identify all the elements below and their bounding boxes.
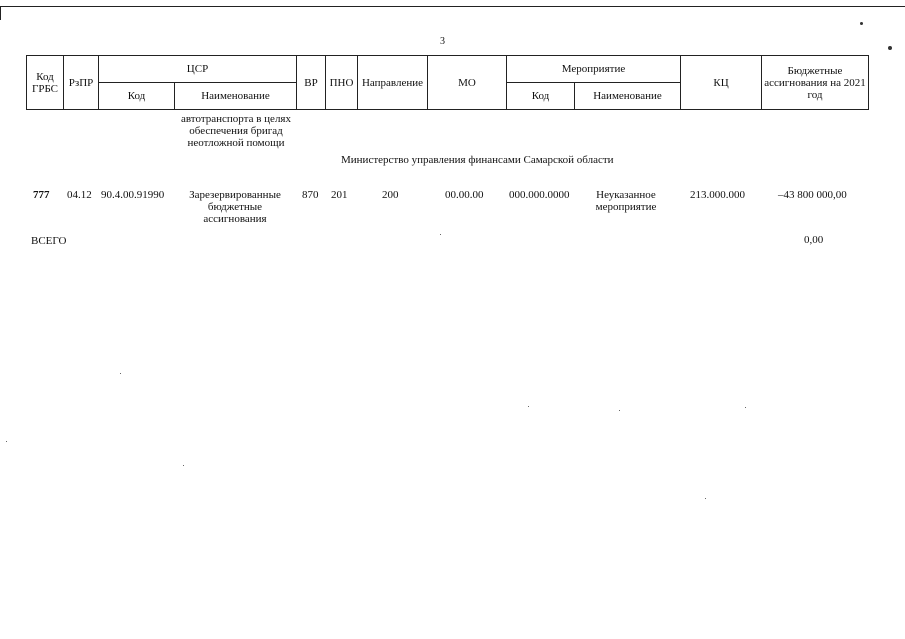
row-amount: –43 800 000,00 [778, 189, 847, 201]
header-mer-kod: Код [507, 83, 575, 110]
scan-border-top [0, 6, 905, 7]
row-grbs: 777 [33, 189, 50, 201]
total-label: ВСЕГО [31, 235, 67, 247]
header-csr-name: Наименование [175, 83, 297, 110]
scan-speck [705, 498, 706, 499]
header-pno: ПНО [326, 56, 358, 110]
header-mo: МО [428, 56, 507, 110]
header-budget: Бюджетные ассигнования на 2021 год [762, 56, 869, 110]
scan-speck [528, 406, 529, 407]
header-kod-grbs: Код ГРБС [27, 56, 64, 110]
continuation-text: автотранспорта в целях обеспечения бригад неотложной помощи [181, 113, 291, 149]
row-mer-name: Неуказанное мероприятие [595, 189, 657, 213]
row-vr: 870 [302, 189, 319, 201]
header-napravlenie: Направление [358, 56, 428, 110]
row-pno: 201 [331, 189, 348, 201]
header-vr: ВР [297, 56, 326, 110]
row-kc: 213.000.000 [690, 189, 745, 201]
header-csr: ЦСР [99, 56, 297, 83]
row-mer-kod: 000.000.0000 [509, 189, 570, 201]
header-rzpr: РзПР [64, 56, 99, 110]
row-mo: 00.00.00 [445, 189, 484, 201]
scan-speck [745, 407, 746, 408]
scan-speck [120, 373, 121, 374]
row-csr-kod: 90.4.00.91990 [101, 189, 165, 201]
row-rzpr: 04.12 [67, 189, 92, 201]
scan-speck [183, 465, 184, 466]
header-meropriyatie: Мероприятие [507, 56, 681, 83]
header-kc: КЦ [681, 56, 762, 110]
scan-speck [888, 46, 892, 50]
total-amount: 0,00 [804, 234, 824, 246]
scan-speck [860, 22, 863, 25]
scan-speck [440, 234, 441, 235]
section-title: Министерство управления финансами Самарской области [341, 154, 614, 166]
scan-border-left [0, 6, 1, 20]
page-number: 3 [440, 36, 445, 47]
scan-speck [6, 441, 7, 442]
budget-table-header [26, 55, 869, 110]
row-csr-name: Зарезервированные бюджетные ассигнования [189, 189, 281, 225]
scan-speck [619, 410, 620, 411]
header-csr-kod: Код [99, 83, 175, 110]
header-mer-name: Наименование [575, 83, 681, 110]
row-napravlenie: 200 [382, 189, 399, 201]
